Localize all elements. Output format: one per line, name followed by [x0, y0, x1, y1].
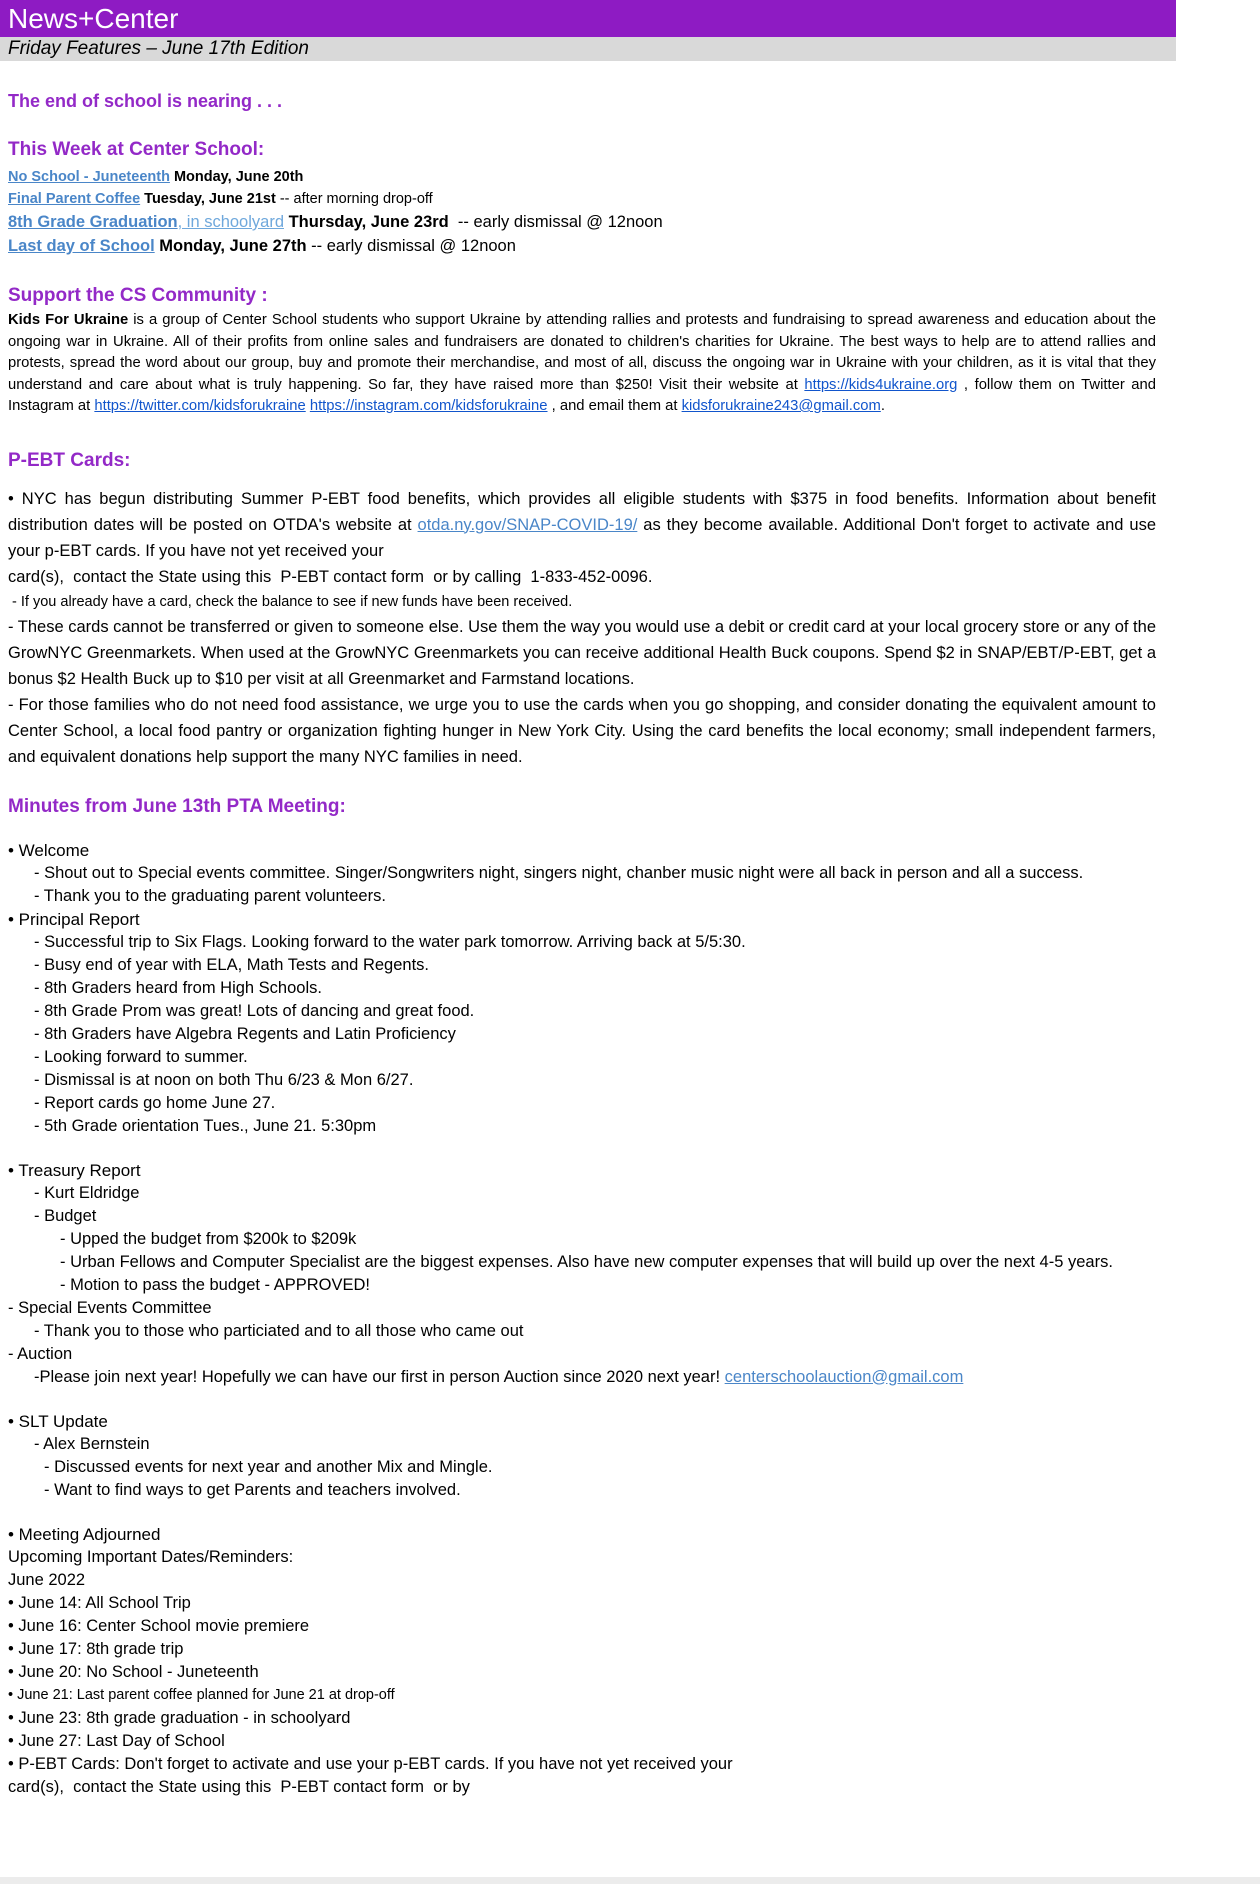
newsletter-subtitle-bar	[0, 37, 1176, 61]
minutes-line: • June 17: 8th grade trip	[8, 1639, 184, 1658]
event-date: Tuesday, June 21st	[140, 191, 276, 207]
minutes-line: • Welcome	[8, 840, 90, 860]
intro-heading: The end of school is nearing . . .	[8, 91, 283, 111]
minutes-line: - Thank you to the graduating parent volunteers.	[34, 886, 386, 905]
pebt-paragraph-3: - For those families who do not need food assistance, we urge you to use the cards when you go shopping, and consider donating the equivalent amount to Center School, a local food pantry or organization fighting hunger in New York City. Using the card benefits the local economy; small independent farmers, and equivalent donations help support the many NYC families in need.	[8, 695, 1156, 766]
minutes-line: - Alex Bernstein	[34, 1434, 150, 1453]
minutes-line: - Busy end of year with ELA, Math Tests and Regents.	[34, 955, 429, 974]
event-row-last-day	[8, 234, 1156, 258]
kids4ukraine-website-link[interactable]: https://kids4ukraine.org	[804, 376, 958, 393]
minutes-line: Upcoming Important Dates/Reminders:	[8, 1547, 294, 1566]
event-date: Monday, June 27th	[154, 237, 307, 255]
this-week-events	[8, 166, 1156, 258]
support-text: .	[880, 398, 885, 414]
minutes-line: - Upped the budget from $200k to $209k	[60, 1229, 357, 1248]
pebt-text: • NYC has begun distributing Summer P-EBT food benefits, which provides all eligible students with $375 in food benefits. Information about benefit distribution dates will be posted on OTDA's website at	[8, 489, 1156, 534]
minutes-line: - 8th Graders have Algebra Regents and Latin Proficiency	[34, 1024, 456, 1043]
minutes-line: • Principal Report	[8, 909, 140, 929]
minutes-line: • Treasury Report	[8, 1160, 141, 1180]
minutes-line: - Urban Fellows and Computer Specialist are the biggest expenses. Also have new computer expenses that will build up over the next 4-5 years.	[60, 1252, 1113, 1271]
minutes-line: - Special Events Committee	[8, 1298, 212, 1317]
minutes-line: - Want to find ways to get Parents and teachers involved.	[44, 1480, 461, 1499]
event-note: -- early dismissal @ 12noon	[306, 237, 516, 255]
minutes-line: - Looking forward to summer.	[34, 1047, 248, 1066]
minutes-line: • Meeting Adjourned	[8, 1524, 161, 1544]
pebt-heading: P-EBT Cards:	[8, 449, 131, 471]
minutes-line: - Motion to pass the budget - APPROVED!	[60, 1275, 370, 1294]
minutes-line: - Successful trip to Six Flags. Looking forward to the water park tomorrow. Arriving back at 5/5:30.	[34, 932, 746, 951]
newsletter-subtitle: Friday Features – June 17th Edition	[8, 38, 310, 59]
event-link-last-day[interactable]: Last day of School	[8, 237, 155, 255]
kids-for-ukraine-paragraph	[8, 310, 1156, 418]
minutes-line: - 8th Graders heard from High Schools.	[34, 978, 322, 997]
minutes-line: • June 21: Last parent coffee planned for June 21 at drop-off	[8, 1686, 395, 1703]
minutes-spacer	[8, 818, 1156, 839]
minutes-line: • June 14: All School Trip	[8, 1593, 191, 1612]
event-link-no-school[interactable]: No School - Juneteenth	[8, 169, 170, 185]
event-note: -- early dismissal @ 12noon	[448, 213, 663, 231]
support-text: , follow them on Twitter and Instagram at	[8, 376, 1156, 414]
event-link-graduation[interactable]: 8th Grade Graduation	[8, 213, 178, 231]
support-heading: Support the CS Community :	[8, 285, 268, 306]
pta-minutes-heading: Minutes from June 13th PTA Meeting:	[8, 795, 346, 817]
kids4ukraine-email-link[interactable]: kidsforukraine243@gmail.com	[681, 398, 881, 414]
pta-minutes-list	[8, 818, 1156, 1799]
event-date: Thursday, June 23rd	[284, 213, 449, 231]
pebt-paragraph-1	[8, 486, 1156, 564]
kids4ukraine-twitter-link[interactable]: https://twitter.com/kidsforukraine	[94, 398, 306, 414]
minutes-line: - Dismissal is at noon on both Thu 6/23 & Mon 6/27.	[34, 1070, 414, 1089]
minutes-line: • June 20: No School - Juneteenth	[8, 1662, 259, 1681]
minutes-line: June 2022	[8, 1570, 86, 1589]
minutes-line: • June 27: Last Day of School	[8, 1731, 225, 1750]
kids-for-ukraine-lead: Kids For Ukraine	[8, 312, 129, 328]
event-row-juneteenth	[8, 166, 1156, 188]
minutes-line: • June 23: 8th grade graduation - in schoolyard	[8, 1708, 351, 1727]
minutes-line: • SLT Update	[8, 1411, 108, 1431]
newsletter-body	[0, 91, 1260, 1799]
minutes-line: - Report cards go home June 27.	[34, 1093, 276, 1112]
minutes-line: - Shout out to Special events committee. Singer/Songwriters night, singers night, chanber music night were all back in person and all a success.	[34, 863, 1084, 882]
minutes-line: - Budget	[34, 1206, 97, 1225]
minutes-spacer	[8, 1138, 1156, 1159]
event-link-parent-coffee[interactable]: Final Parent Coffee	[8, 191, 141, 207]
minutes-line: • June 16: Center School movie premiere	[8, 1616, 310, 1635]
minutes-line: - 8th Grade Prom was great! Lots of dancing and great food.	[34, 1001, 475, 1020]
event-date: Monday, June 20th	[169, 169, 304, 185]
pebt-paragraph-2: - These cards cannot be transferred or given to someone else. Use them the way you would use a debit or credit card at your local grocery store or any of the GrowNYC Greenmarkets. When used at the GrowNYC Greenmarkets you can receive additional Health Buck coupons. Spend $2 in SNAP/EBT/P-EBT, get a bonus $2 Health Buck up to $10 per visit at all Greenmarket and Farmstand locations.	[8, 617, 1156, 688]
this-week-heading: This Week at Center School:	[8, 139, 265, 160]
event-note: -- after morning drop-off	[275, 191, 433, 207]
pebt-text: as they become available. Additional Don't forget to activate and use your p-EBT cards. If you have not yet received your	[8, 515, 1157, 560]
minutes-line: - Auction	[8, 1344, 73, 1363]
newsletter-banner	[0, 0, 1176, 37]
event-row-parent-coffee	[8, 188, 1156, 210]
newsletter-title: News+Center	[8, 3, 179, 34]
minutes-line: card(s), contact the State using this P-EBT contact form or by	[8, 1777, 470, 1796]
event-link-graduation-location[interactable]: , in schoolyard	[177, 213, 284, 231]
minutes-line: - 5th Grade orientation Tues., June 21. 5:30pm	[34, 1116, 377, 1135]
kids4ukraine-instagram-link[interactable]: https://instagram.com/kidsforukraine	[309, 398, 548, 414]
minutes-line: - Thank you to those who particiated and to all those who came out	[34, 1321, 524, 1340]
minutes-line: - Kurt Eldridge	[34, 1183, 140, 1202]
minutes-line: • P-EBT Cards: Don't forget to activate and use your p-EBT cards. If you have not yet received your	[8, 1754, 733, 1773]
otda-website-link[interactable]: otda.ny.gov/SNAP-COVID-19/	[417, 515, 638, 534]
minutes-line: -Please join next year! Hopefully we can have our first in person Auction since 2020 next year! centerschoolauction@gmail.com	[34, 1367, 964, 1386]
minutes-spacer	[8, 1389, 1156, 1410]
support-text: , and email them at	[547, 398, 682, 414]
pebt-balance-line: - If you already have a card, check the balance to see if new funds have been received.	[8, 593, 573, 610]
pebt-contact-line: card(s), contact the State using this P-EBT contact form or by calling 1-833-452-0096.	[8, 567, 653, 586]
event-row-graduation	[8, 210, 1156, 234]
minutes-line: - Discussed events for next year and another Mix and Mingle.	[44, 1457, 493, 1476]
bottom-edge-strip	[0, 1877, 1260, 1884]
auction-email-link[interactable]: centerschoolauction@gmail.com	[724, 1367, 964, 1386]
minutes-spacer	[8, 1502, 1156, 1523]
support-text: is a group of Center School students who support Ukraine by attending rallies and protests and fundraising to spread awareness and education about the ongoing war in Ukraine. All of their profits from online sales and fundraisers are donated to children's charities for Ukraine. The best ways to help are to attend rallies and protests, spread the word about our group, buy and promote their merchandise, and most of all, discuss the ongoing war in Ukraine with your children, as it is vital that they understand and care about what is truly happening. So far, they have raised more than $250! Visit their website at	[8, 312, 1156, 393]
